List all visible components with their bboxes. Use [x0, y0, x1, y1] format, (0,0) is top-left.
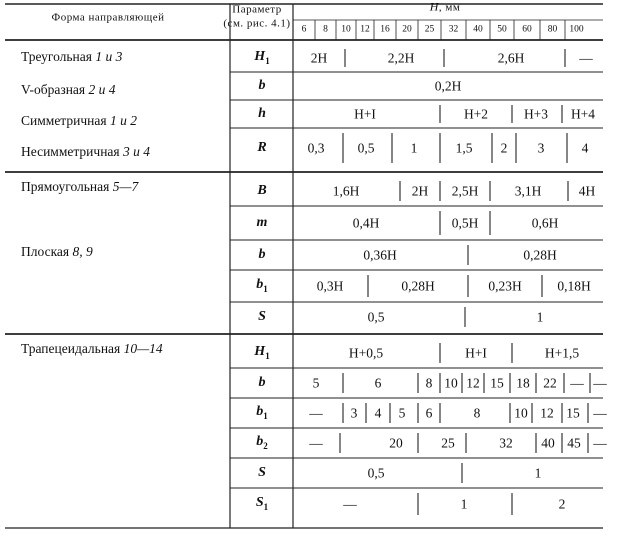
form-figure-numbers: 3 и 4: [123, 144, 151, 159]
parameter-symbol: [258, 466, 266, 480]
value-cell: —: [593, 405, 607, 421]
value-cell: 0,5H: [451, 215, 479, 231]
value-cell: 1,5: [455, 140, 473, 156]
value-cell: —: [570, 375, 584, 391]
value-cell: 4H: [578, 183, 596, 199]
value-cell: H+1,5: [544, 345, 580, 361]
parameter-subscript: 1: [265, 350, 270, 361]
parameter-letter: b: [258, 247, 266, 262]
parameter-letter: b: [258, 78, 266, 93]
value-cell: H+I: [465, 345, 487, 361]
h-value-8: 8: [323, 24, 328, 35]
parameter-symbol: [258, 107, 266, 121]
value-cell: 0,28H: [401, 278, 435, 294]
value-cell: 3,1H: [514, 183, 542, 199]
parameter-symbol: [257, 184, 266, 198]
parameter-letter: m: [256, 215, 268, 230]
form-figure-numbers: 5—7: [112, 179, 139, 194]
value-cell: 0,2H: [434, 78, 462, 94]
value-cell: —: [309, 405, 323, 421]
value-cell: 12: [466, 375, 480, 391]
form-name-text: Симметричная: [21, 113, 107, 128]
parameter-letter: b: [258, 375, 266, 390]
value-cell: —: [593, 375, 607, 391]
parameter-letter: h: [258, 106, 266, 121]
value-cell: 18: [516, 375, 530, 391]
h-value-80: 80: [547, 24, 558, 35]
h-value-100: 100: [569, 24, 584, 35]
value-cell: 32: [499, 435, 513, 451]
value-cell: 0,5: [367, 465, 385, 481]
parameter-letter: S: [258, 309, 266, 324]
value-cell: 10: [444, 375, 458, 391]
value-cell: 1: [460, 496, 468, 512]
value-cell: 4: [374, 405, 382, 421]
parameter-symbol: [256, 435, 268, 451]
parameter-symbol: [257, 216, 268, 230]
parameter-symbol: [258, 310, 266, 324]
h-value-40: 40: [473, 24, 483, 35]
value-cell: 1: [536, 309, 544, 325]
value-cell: 1: [534, 465, 542, 481]
value-cell: 40: [541, 435, 555, 451]
parameter-subscript: 1: [263, 501, 269, 512]
parameter-symbol: [259, 248, 266, 262]
parameter-letter: b: [256, 404, 264, 420]
value-cell: 15: [490, 375, 504, 391]
form-name-text: Несимметричная: [21, 144, 120, 159]
parameter-letter: b: [256, 434, 264, 450]
form-name-text: Трапецеидальная: [21, 341, 121, 356]
form-name: [21, 50, 122, 64]
value-cell: H+2: [463, 106, 489, 122]
value-cell: —: [343, 496, 357, 512]
value-cell: 2H: [310, 50, 328, 66]
value-cell: 25: [441, 435, 455, 451]
h-value-32: 32: [448, 24, 459, 35]
form-name-text: Прямоугольная: [21, 179, 110, 194]
h-value-12: 12: [360, 24, 370, 35]
parameter-subscript: 1: [263, 410, 268, 421]
value-cell: 0,3H: [316, 278, 344, 294]
parameter-letter: R: [257, 140, 267, 155]
form-name: [21, 114, 137, 128]
form-figure-numbers: 1 и 2: [109, 113, 137, 128]
parameter-subscript: 1: [265, 55, 270, 66]
form-figure-numbers: 1 и 3: [95, 49, 123, 64]
value-cell: —: [593, 435, 607, 451]
parameter-letter: H: [254, 49, 266, 65]
value-cell: H+I: [354, 106, 376, 122]
parameter-symbol: [257, 141, 266, 155]
value-cell: 10: [514, 405, 528, 421]
parameter-subscript: 2: [263, 440, 268, 451]
value-cell: 2,5H: [451, 183, 479, 199]
value-cell: 0,28H: [523, 247, 557, 263]
form-name: [21, 245, 93, 259]
parameter-letter: b: [256, 277, 264, 293]
value-cell: —: [309, 435, 323, 451]
value-cell: 3: [350, 405, 358, 421]
form-figure-numbers: 2 и 4: [88, 82, 116, 97]
parameter-symbol: [254, 50, 269, 66]
value-cell: 6: [425, 405, 433, 421]
value-cell: 6: [374, 375, 382, 391]
parameter-symbol: [256, 278, 268, 294]
value-cell: 22: [543, 375, 557, 391]
h-value-6: 6: [301, 24, 307, 35]
header-h-mm: H, мм: [429, 0, 461, 14]
header-form-shape: Форма направляющей: [51, 11, 165, 24]
value-cell: 20: [389, 435, 403, 451]
header-figure-ref: (см. рис. 4.1): [223, 17, 291, 30]
parameter-letter: B: [257, 183, 267, 198]
value-cell: 0,3: [307, 140, 325, 156]
parameter-symbol: [259, 376, 266, 390]
value-cell: 0,4H: [352, 215, 380, 231]
h-value-25: 25: [424, 24, 435, 35]
value-cell: 0,5: [367, 309, 385, 325]
value-cell: 2,2H: [387, 50, 415, 66]
value-cell: 2: [558, 496, 566, 512]
value-cell: H+4: [570, 106, 596, 122]
h-value-20: 20: [402, 24, 412, 35]
value-cell: 12: [540, 405, 554, 421]
value-cell: 2H: [411, 183, 429, 199]
form-name: [21, 342, 163, 356]
value-cell: 0,5: [357, 140, 375, 156]
parameter-symbol: [256, 496, 268, 512]
parameter-symbol: [254, 345, 269, 361]
form-figure-numbers: 8, 9: [72, 244, 93, 259]
h-value-10: 10: [341, 24, 351, 35]
parameter-symbol: [256, 405, 268, 421]
header-parameter: Параметр: [232, 3, 282, 16]
value-cell: 45: [567, 435, 581, 451]
form-figure-numbers: 10—14: [123, 341, 163, 356]
value-cell: 5: [398, 405, 406, 421]
form-name-text: Треугольная: [21, 49, 92, 64]
value-cell: —: [579, 50, 593, 66]
form-name-text: V-образная: [21, 82, 86, 97]
parameter-letter: S: [255, 495, 264, 511]
value-cell: 1: [410, 140, 418, 156]
value-cell: 4: [581, 140, 589, 156]
h-value-50: 50: [497, 24, 507, 35]
value-cell: 0,23H: [488, 278, 522, 294]
value-cell: 5: [312, 375, 320, 391]
value-cell: H+0,5: [348, 345, 384, 361]
form-name: [21, 180, 138, 194]
parameter-letter: H: [254, 344, 266, 360]
parameter-letter: S: [258, 465, 266, 480]
value-cell: 2,6H: [497, 50, 525, 66]
value-cell: 15: [566, 405, 580, 421]
h-value-60: 60: [522, 24, 532, 35]
value-cell: 0,36H: [363, 247, 397, 263]
value-cell: 3: [537, 140, 545, 156]
value-cell: H+3: [523, 106, 549, 122]
form-name: [21, 145, 150, 159]
value-cell: 1,6H: [332, 183, 360, 199]
form-name-text: Плоская: [21, 244, 70, 259]
value-cell: 2: [500, 140, 508, 156]
h-value-16: 16: [380, 24, 390, 35]
value-cell: 0,18H: [557, 278, 591, 294]
value-cell: 0,6H: [531, 215, 559, 231]
value-cell: 8: [473, 405, 481, 421]
parameter-symbol: [259, 79, 266, 93]
parameter-subscript: 1: [263, 283, 268, 294]
value-cell: 8: [425, 375, 433, 391]
form-name: [21, 83, 116, 97]
